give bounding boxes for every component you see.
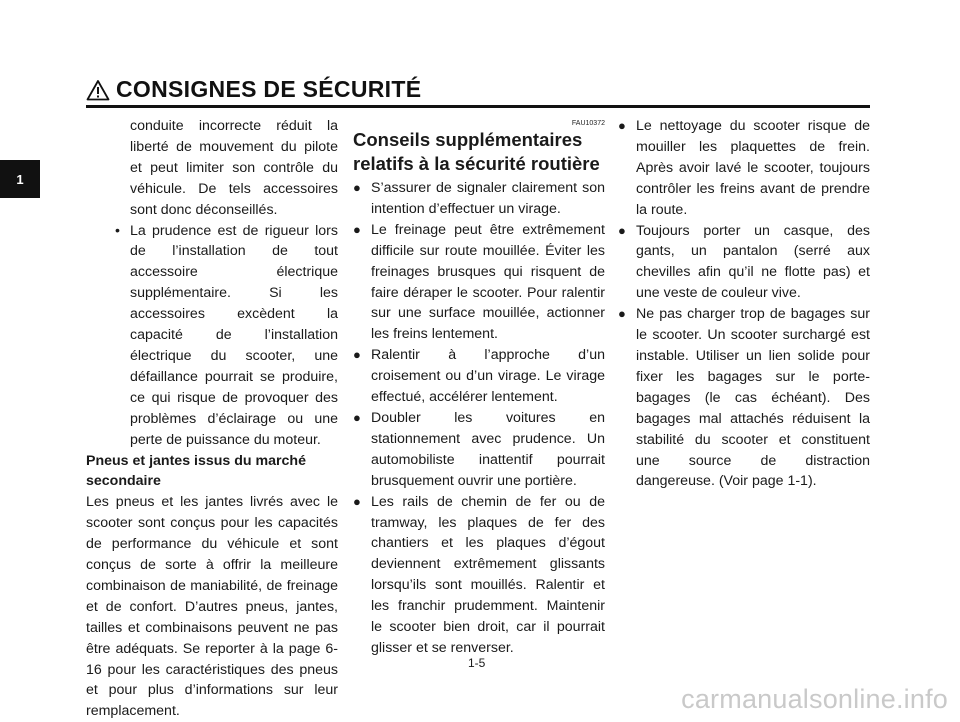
subheading: Pneus et jantes issus du marché secondaire: [86, 452, 306, 490]
column-middle: [353, 116, 605, 659]
bullet-marker: ●: [353, 493, 361, 509]
list-item: [353, 178, 605, 220]
page-header: [86, 76, 421, 103]
continued-text: conduite incorrecte réduit la liberté de mouvement du pilote et peut limiter son contrôle du véhicule. De tels accessoires sont donc déconseillés.: [130, 118, 338, 218]
page-title: CONSIGNES DE SÉCURITÉ: [116, 76, 422, 102]
list-item: [618, 304, 870, 492]
bullet-marker: ●: [353, 221, 361, 237]
header-divider: [86, 105, 870, 108]
list-item: [353, 408, 605, 492]
bullet-marker: ●: [353, 180, 361, 195]
column-left: [86, 116, 338, 722]
column-right: [618, 116, 870, 492]
list-item: [353, 345, 605, 408]
list-item-text: Ne pas charger trop de bagages sur le scooter. Un scooter surchargé est instable. Utiliser un lien solide pour fixer les bagages sur le porte-bagages (le cas échéant). Des bagages mal attachés réduisent la stabilité du scooter et constituent une source de distraction dangereuse. (Voir page 1-1).: [636, 306, 870, 490]
reference-code: FAU10372: [571, 120, 605, 127]
list-item: [618, 221, 870, 305]
dash-item-text: La prudence est de rigueur lors de l’installation de tout accessoire électrique supplémentaire. Si les accessoires excèdent la capacité de l’installation électrique du scooter, une défaillance pourrait se produire, ce qui risque de provoquer des problèmes d’éclairage ou une perte de puissance du moteur.: [130, 222, 338, 448]
list-item-text: Les rails de chemin de fer ou de tramway, les plaques de fer des chantiers et les plaques d’égout deviennent extrêmement glissants lorsqu’ils sont mouillés. Ralentir et les franchir prudemment. Maintenir le scooter bien droit, car il pourrait glisser et se renverser.: [371, 493, 605, 656]
list-item: [353, 220, 605, 345]
list-item-text: S’assurer de signaler clairement son intention d’effectuer un virage.: [371, 180, 605, 217]
dash-marker: •: [115, 222, 120, 239]
bullet-marker: ●: [618, 222, 626, 238]
body-paragraph: Les pneus et les jantes livrés avec le scooter sont conçus pour les capacités de performance du véhicule et sont conçus de sorte à offrir la meilleure combinaison de maniabilité, de freinage et de confort. D’autres pneus, jantes, tailles et combinaisons peuvent ne pas être adéquats. Se reporter à la page 6-16 pour les caractéristiques des pneus et pour plus d’informations sur leur remplacement.: [86, 494, 338, 720]
bullet-marker: ●: [353, 347, 361, 363]
bullet-marker: ●: [618, 306, 626, 322]
list-item-text: Doubler les voitures en stationnement avec prudence. Un automobiliste inattentif pourrait brusquement ouvrir une portière.: [371, 409, 605, 489]
list-item-text: Ralentir à l’approche d’un croisement ou d’un virage. Le virage effectué, accélérer lentement.: [371, 347, 605, 406]
watermark: carmanualsonline.info: [681, 684, 948, 714]
chapter-tab: 1: [0, 160, 40, 198]
section-title: Conseils supplémentaires relatifs à la sécurité routière: [353, 129, 600, 174]
list-item-text: Le nettoyage du scooter risque de mouiller les plaquettes de frein. Après avoir lavé le scooter, toujours contrôler les freins avant de prendre la route.: [636, 118, 870, 218]
dash-list-item: [86, 221, 338, 451]
page-number: 1-5: [468, 656, 486, 670]
list-item-text: Toujours porter un casque, des gants, un pantalon (serré aux chevilles afin qu’il ne flotte pas) et une veste de couleur vive.: [636, 222, 870, 302]
list-item-text: Le freinage peut être extrêmement difficile sur route mouillée. Éviter les freinages brusques qui risquent de faire déraper le scooter. Pour ralentir sur une surface mouillée, actionner les freins lentement.: [371, 221, 605, 343]
bullet-marker: ●: [618, 118, 626, 133]
warning-triangle-icon: [86, 79, 110, 101]
bullet-marker: ●: [353, 409, 361, 425]
list-item: [618, 116, 870, 221]
list-item: [353, 492, 605, 659]
